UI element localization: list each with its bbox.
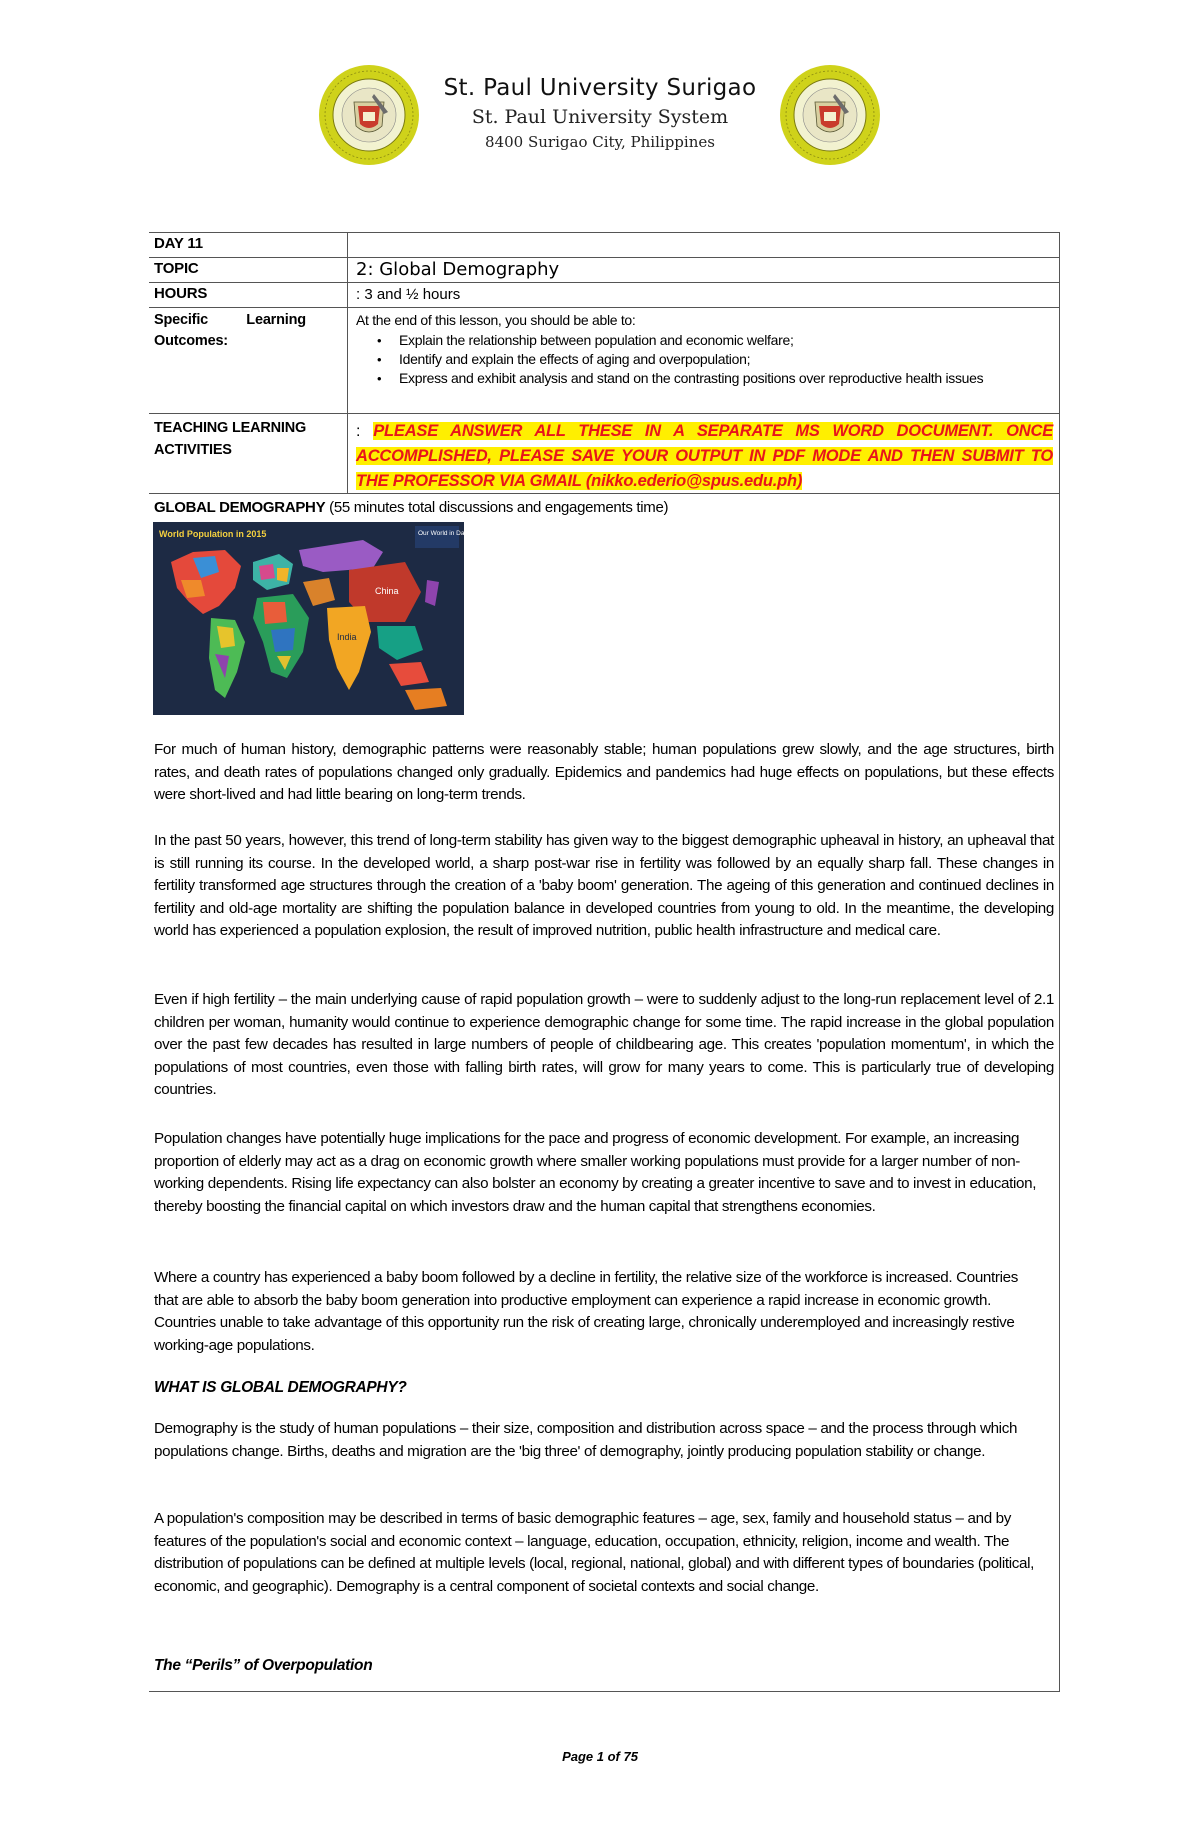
outcomes-label-line-2: Outcomes: bbox=[154, 333, 228, 349]
outcome-item: • Identify and explain the effects of aging and overpopulation; bbox=[356, 350, 1056, 369]
topic-label: TOPIC bbox=[154, 260, 199, 277]
submission-alert: PLEASE ANSWER ALL THESE IN A SEPARATE MS WORD DOCUMENT. ONCE ACCOMPLISHED, PLEASE SAVE YOUR OUTPUT IN PDF MODE AND THEN SUBMIT TO THE PROFESSOR VIA GMAIL (nikko.ederio@spus.edu.ph) bbox=[356, 422, 1054, 490]
hours-label: HOURS bbox=[154, 285, 208, 302]
cartogram-label-china: China bbox=[375, 586, 399, 596]
column-divider bbox=[347, 233, 348, 494]
row-hours bbox=[149, 283, 1060, 308]
tla-prefix: : bbox=[356, 423, 374, 440]
outcomes-intro: At the end of this lesson, you should be able to: bbox=[356, 312, 636, 328]
paragraph: For much of human history, demographic patterns were reasonably stable; human populations grew slowly, and the age structures, birth rates, and death rates of populations changed only gradually. Epidemics and pandemics had huge effects on populations, but these effects were short-lived and had little bearing on long-term trends. bbox=[154, 741, 1054, 804]
cartogram-graphic bbox=[153, 522, 470, 715]
lesson-table bbox=[149, 232, 1060, 1692]
section-title: GLOBAL DEMOGRAPHY bbox=[154, 499, 326, 516]
row-outcomes bbox=[149, 308, 1060, 414]
row-topic bbox=[149, 258, 1060, 283]
outcomes-list bbox=[356, 311, 1056, 388]
subheading-what-is-global-demography: WHAT IS GLOBAL DEMOGRAPHY? bbox=[154, 1379, 407, 1396]
outcome-item: • Explain the relationship between population and economic welfare; bbox=[356, 331, 1056, 350]
tla-label-line-2: ACTIVITIES bbox=[154, 442, 232, 458]
page-number: Page 1 of 75 bbox=[562, 1749, 638, 1764]
tla-label-line-1: TEACHING LEARNING bbox=[154, 420, 307, 436]
cartogram-title: World Population in 2015 bbox=[159, 529, 267, 539]
outcomes-label-line-1: Specific Learning bbox=[154, 312, 306, 328]
section-note: (55 minutes total discussions and engagements time) bbox=[325, 499, 669, 516]
row-teaching-activities bbox=[149, 414, 1060, 494]
day-label: DAY 11 bbox=[154, 235, 203, 252]
section-heading bbox=[154, 499, 668, 516]
university-address: 8400 Surigao City, Philippines bbox=[485, 133, 715, 151]
university-system: St. Paul University System bbox=[471, 106, 729, 128]
cartogram-badge: Our World in Data bbox=[418, 530, 470, 537]
outcome-item: • Express and exhibit analysis and stand on the contrasting positions over reproductive health issues bbox=[356, 369, 1056, 388]
row-day bbox=[149, 233, 1060, 258]
subheading-perils-of-overpopulation: The “Perils” of Overpopulation bbox=[154, 1657, 373, 1674]
paragraph: Even if high fertility – the main underlying cause of rapid population growth – were to suddenly adjust to the long-run replacement level of 2.1 children per woman, humanity would continue to experience demographic change for some time. The rapid increase in the global population over the past few decades has resulted in large numbers of people of childbearing age. This creates 'population momentum', in which the populations of most countries, even those with falling birth rates, will grow for many years to come. This is particularly true of developing countries. bbox=[154, 991, 1054, 1099]
hours-value: : 3 and ½ hours bbox=[356, 286, 461, 303]
paragraph: Where a country has experienced a baby boom followed by a decline in fertility, the relative size of the workforce is increased. Countries that are able to absorb the baby boom generation into productive employment can experience a rapid increase in economic growth. Countries unable to take advantage of this opportunity run the risk of creating large, chronically underemployed and increasingly restive working-age populations. bbox=[154, 1269, 1018, 1354]
paragraph: Population changes have potentially huge implications for the pace and progress of economic development. For example, an increasing proportion of elderly may act as a drag on economic growth where smaller working populations must provide for a larger number of non-working dependents. Rising life expectancy can also bolster an economy by creating a greater incentive to save and to invest in education, thereby boosting the financial capital on which investors draw and the human capital that strengthens economies. bbox=[154, 1130, 1037, 1215]
paragraph: Demography is the study of human populations – their size, composition and distribution across space – and the process through which populations change. Births, deaths and migration are the 'big three' of demography, jointly producing population stability or change. bbox=[154, 1420, 1018, 1460]
paragraph: A population's composition may be described in terms of basic demographic features – age, sex, family and household status – and by features of the population's social and economic context – language, education, occupation, ethnicity, religion, income and wealth. The distribution of populations can be defined at multiple levels (local, regional, national, global) and with different types of boundaries (political, economic, and geographic). Demography is a central component of societal contexts and social change. bbox=[154, 1510, 1034, 1595]
tla-label bbox=[154, 417, 306, 461]
submission-instructions bbox=[356, 419, 1053, 494]
outcomes-label bbox=[154, 310, 342, 352]
world-population-cartogram bbox=[153, 522, 470, 715]
university-name: St. Paul University Surigao bbox=[443, 75, 757, 101]
topic-value: 2: Global Demography bbox=[356, 259, 560, 280]
paragraph: In the past 50 years, however, this trend of long-term stability has given way to the biggest demographic upheaval in history, an upheaval that is still running its course. In the developed world, a sharp post-war rise in fertility was followed by an equally sharp fall. These changes in fertility transformed age structures through the creation of a 'baby boom' generation. The ageing of this generation and continued declines in fertility and old-age mortality are shifting the population balance in developed countries from young to old. In the meantime, the developing world has experienced a population explosion, the result of improved nutrition, public health infrastructure and medical care. bbox=[154, 832, 1054, 940]
cartogram-label-india: India bbox=[337, 632, 357, 642]
